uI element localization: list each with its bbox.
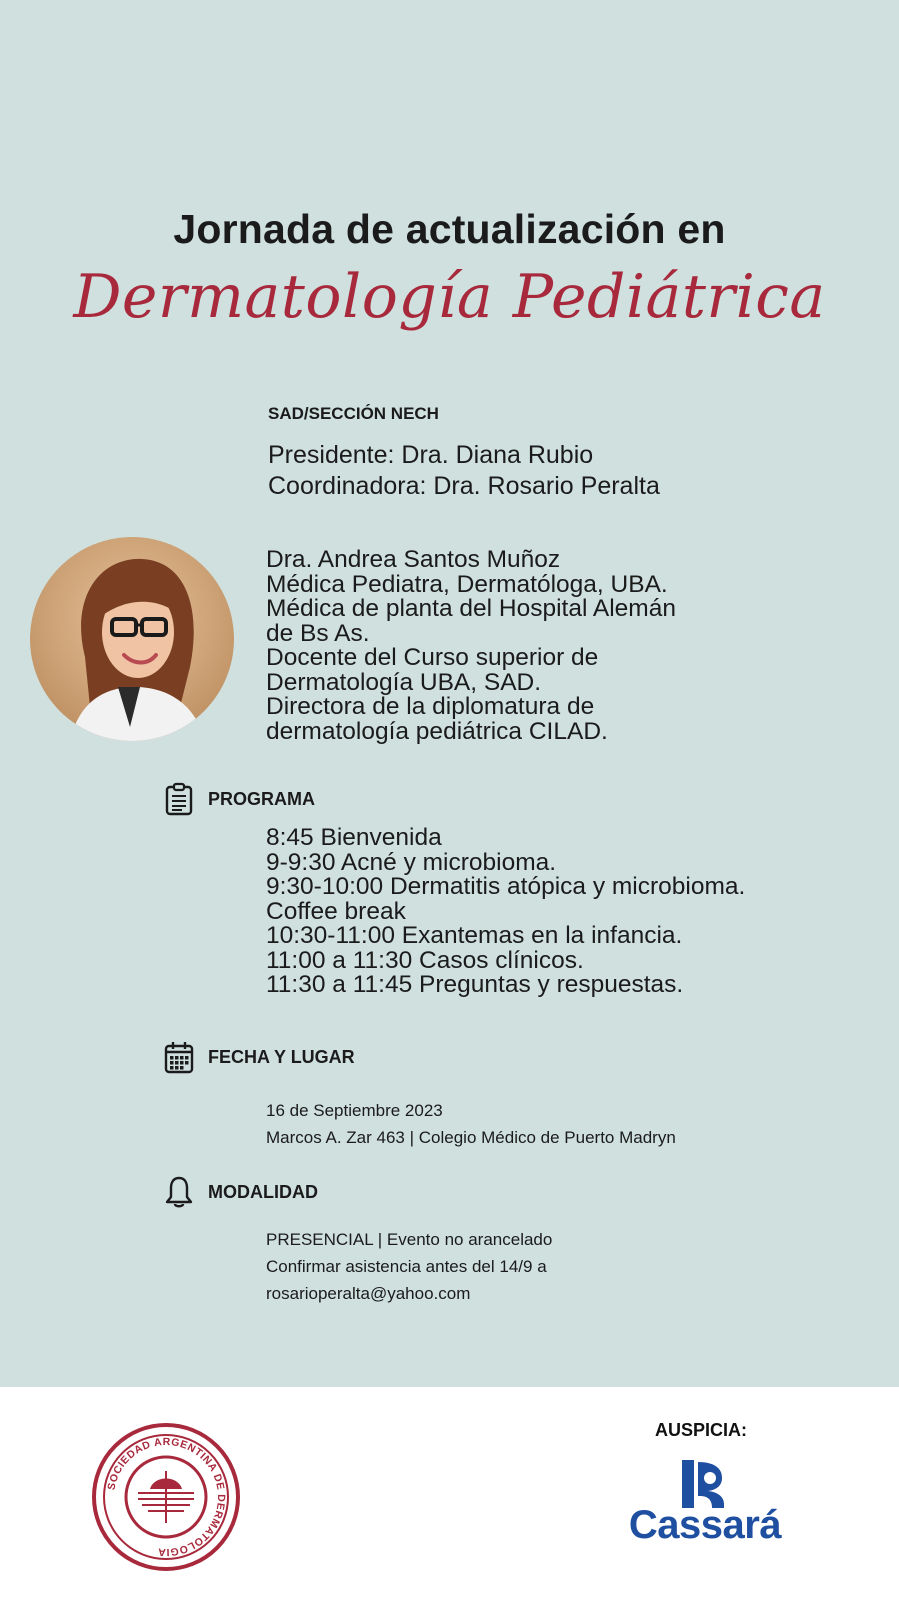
sponsor-label: AUSPICIA: <box>655 1420 748 1440</box>
programa-item: 8:45 Bienvenida <box>266 824 442 851</box>
bio-line: dermatología pediátrica CILAD. <box>266 717 608 745</box>
modalidad-title: MODALIDAD <box>208 1181 318 1202</box>
modalidad-line: Confirmar asistencia antes del 14/9 a <box>266 1257 547 1276</box>
fecha-title: FECHA Y LUGAR <box>208 1046 355 1067</box>
programa-title: PROGRAMA <box>208 788 315 809</box>
programa-item: 10:30-11:00 Exantemas en la infancia. <box>266 922 683 949</box>
speaker-bio <box>266 548 676 744</box>
event-date: 16 de Septiembre 2023 <box>266 1101 443 1120</box>
calendar-icon <box>164 1040 194 1074</box>
event-place: Marcos A. Zar 463 | Colegio Médico de Puerto Madryn <box>266 1128 676 1147</box>
programa-item: Coffee break <box>266 897 406 925</box>
sponsor-name: Cassará <box>628 1503 782 1547</box>
bio-line: Docente del Curso superior de <box>266 644 599 671</box>
bio-line: Dermatología UBA, SAD. <box>266 668 542 696</box>
programa-item: 11:30 a 11:45 Preguntas y respuestas. <box>266 971 684 998</box>
president-line: Presidente: Dra. Diana Rubio <box>268 441 594 469</box>
coordinator-line: Coordinadora: Dra. Rosario Peralta <box>268 472 660 500</box>
programa-item: 9:30-10:00 Dermatitis atópica y microbioma. <box>266 873 746 900</box>
programa-item: 11:00 a 11:30 Casos clínicos. <box>266 946 584 974</box>
programa-list <box>266 826 745 998</box>
contact-email: rosarioperalta@yahoo.com <box>266 1284 471 1303</box>
fecha-heading <box>164 1040 355 1074</box>
sad-logo-text: SOCIEDAD ARGENTINA DE DERMATOLOGIA <box>105 1435 228 1559</box>
title-line-2: Dermatología Pediátrica <box>73 262 826 332</box>
fecha-details <box>266 1097 676 1151</box>
programa-item: 9-9:30 Acné y microbioma. <box>266 848 557 876</box>
bio-line: Médica de planta del Hospital Alemán <box>266 595 676 622</box>
title-line-1: Jornada de actualización en <box>173 206 726 252</box>
bio-line: Directora de la diplomatura de <box>266 693 595 720</box>
modalidad-line: PRESENCIAL | Evento no arancelado <box>266 1230 553 1249</box>
bell-icon <box>164 1175 194 1209</box>
bio-line: de Bs As. <box>266 619 370 647</box>
organization-authorities <box>268 440 660 502</box>
modalidad-details <box>266 1226 552 1307</box>
programa-heading <box>164 782 315 816</box>
speaker-photo <box>30 537 234 741</box>
bio-line: Médica Pediatra, Dermatóloga, UBA. <box>266 570 668 598</box>
bio-line: Dra. Andrea Santos Muñoz <box>266 546 561 573</box>
modalidad-heading <box>164 1175 318 1209</box>
clipboard-icon <box>164 782 194 816</box>
sad-logo <box>92 1423 240 1571</box>
section-label: SAD/SECCIÓN NECH <box>268 404 439 423</box>
